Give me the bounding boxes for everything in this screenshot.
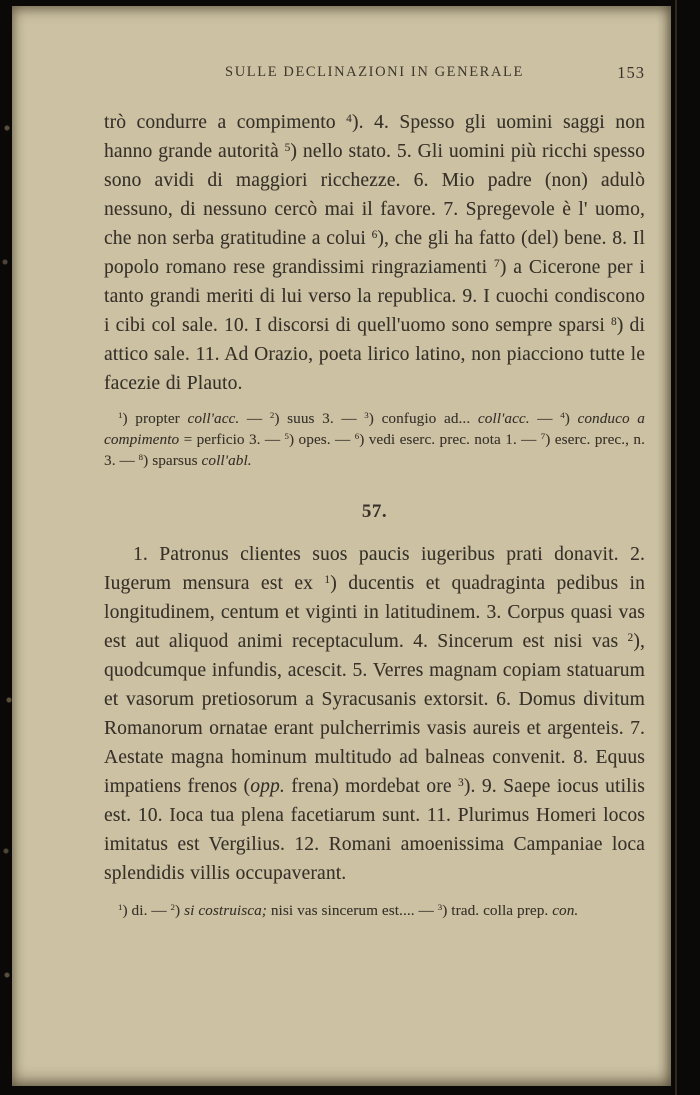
exercise-56-footnotes: $^1$) propter coll'acc. — $^2$) suus 3. — $^3$) confugio ad... coll'acc. — $^4$) conduco a compimento = perficio 3. — $^5$) opes. — $^6$) vedi eserc. prec. nota 1. — $^7$) eserc. prec., n. 3. — $^8$) sparsus coll'abl.	[104, 410, 645, 469]
exercise-57-footnotes: $^1$) di. — $^2$) si costruisca; nisi vas sincerum est.... — $^3$) trad. colla prep. con.	[118, 902, 579, 919]
running-head-title: SULLE DECLINAZIONI IN GENERALE	[225, 64, 524, 80]
page-content	[104, 6, 645, 921]
exercise-57-heading: 57.	[361, 501, 388, 522]
page-number: 153	[617, 63, 645, 82]
exercise-56-body: trò condurre a compimento $^4$). 4. Spesso gli uomini saggi non hanno grande autorità $^5$) nello stato. 5. Gli uomini più ricchi spesso sono avidi di maggiori ricchezze. 6. Mio padre (non) adulò nessuno, di nessuno cercò mai il favore. 7. Spregevole è l' uomo, che non serba gratitudine a colui $^6$), che gli ha fatto (del) bene. 8. Il popolo romano rese grandissimi ringraziamenti $^7$) a Cicerone per i tanto grandi meriti di lui verso la republica. 9. I cuochi condiscono i cibi col sale. 10. I discorsi di quell'uomo sono sempre sparsi $^8$) di attico sale. 11. Ad Orazio, poeta lirico latino, non piacciono tutte le facezie di Plauto.	[104, 112, 645, 394]
scan-right-edge	[675, 0, 677, 1095]
exercise-57-body: 1. Patronus clientes suos paucis iugeribus prati donavit. 2. Iugerum mensura est ex $^1$) ducentis et quadraginta pedibus in longitudinem, centum et viginti in latitudinem. 3. Corpus quasi vas est aut aliquod animi receptaculum. 4. Sincerum est nisi vas $^2$), quodcumque infundis, acescit. 5. Verres magnam copiam statuarum et vasorum pretiosorum a Syracusanis extorsit. 6. Domus divitum Romanorum ornatae erant pulcherrimis vasis aureis et argenteis. 7. Aestate magna hominum multitudo ad balneas convenit. 8. Equus impatiens frenos (opp. frena) mordebat ore $^3$). 9. Saepe iocus utilis est. 10. Ioca tua plena facetiarum sunt. 11. Plurimus Homeri locos imitatus est Vergilius. 12. Romani amoenissima Campaniae loca splendidis villis occupaverant.	[104, 544, 646, 884]
running-head	[104, 64, 645, 85]
paper-page	[12, 6, 671, 1086]
